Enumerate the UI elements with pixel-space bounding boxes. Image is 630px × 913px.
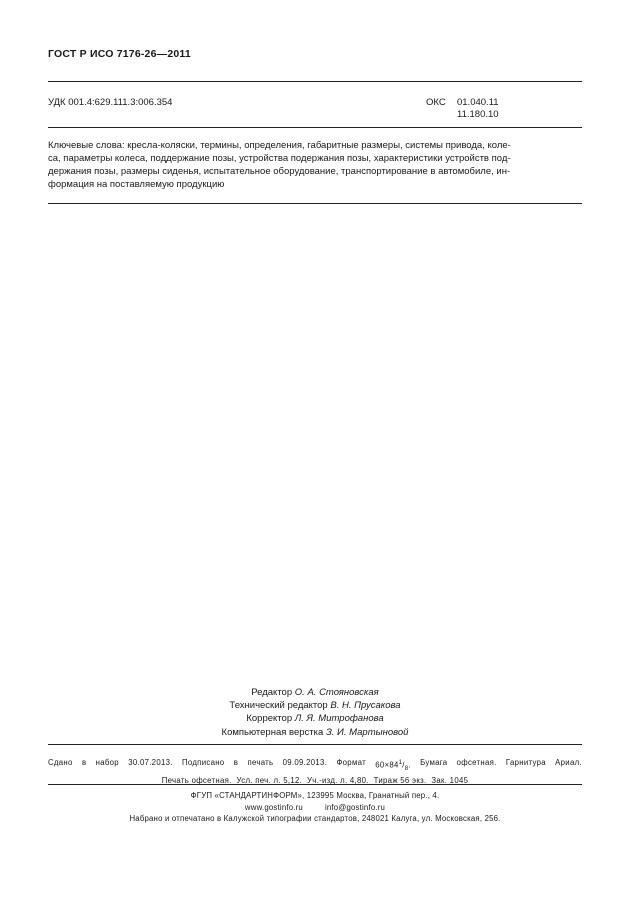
publisher-contacts bbox=[48, 802, 582, 814]
publisher-email[interactable]: info@gostinfo.ru bbox=[324, 802, 386, 812]
keywords-line: держания позы, размеры сиденья, испытательное оборудование, транспортирование в автомобиле, ин- bbox=[48, 166, 511, 177]
publisher-address: ФГУП «СТАНДАРТИНФОРМ», 123995 Москва, Гранатный пер., 4. bbox=[190, 791, 440, 800]
imprint-line: Сдано в набор 30.07.2013. Подписано в печать 09.09.2013. Формат $60\times 84^1/_8$. Бумага офсетная. Гарнитура Ариал. bbox=[48, 757, 582, 775]
keywords-line: са, параметры колеса, поддержание позы, устройства подержания позы, характеристики устройств под- bbox=[48, 153, 511, 164]
oks-code: 11.180.10 bbox=[457, 109, 499, 120]
publisher-divider bbox=[48, 784, 582, 785]
keywords-line: формация на поставляемую продукцию bbox=[48, 179, 225, 190]
credit-name: Л. Я. Митрофанова bbox=[294, 713, 384, 725]
credit-role: Компьютерная верстка bbox=[221, 726, 324, 738]
standard-code: ГОСТ Р ИСО 7176-26—2011 bbox=[48, 48, 191, 60]
publisher-website[interactable]: www.gostinfo.ru bbox=[244, 802, 303, 812]
credit-role: Технический редактор bbox=[229, 700, 328, 712]
keywords-divider bbox=[48, 203, 582, 204]
credit-role: Корректор bbox=[246, 713, 293, 725]
credit-role: Редактор bbox=[251, 687, 293, 698]
editorial-credits bbox=[150, 686, 480, 739]
printing-house: Набрано и отпечатано в Калужской типографии стандартов, 248021 Калуга, ул. Московская, 256. bbox=[129, 814, 501, 823]
oks-code: 01.040.11 bbox=[457, 97, 499, 108]
udk-code: УДК 001.4:629.111.3:006.354 bbox=[48, 97, 173, 108]
top-divider bbox=[48, 81, 582, 82]
credit-line bbox=[150, 726, 480, 739]
publisher-info bbox=[48, 790, 582, 825]
credit-line bbox=[150, 712, 480, 725]
print-imprint bbox=[48, 757, 582, 787]
credit-name: В. Н. Прусакова bbox=[330, 700, 401, 712]
imprint-divider bbox=[48, 744, 582, 745]
oks-label: ОКС bbox=[426, 97, 446, 108]
section-divider bbox=[48, 127, 582, 128]
credit-name: З. И. Мартыновой bbox=[325, 726, 409, 738]
credit-line bbox=[150, 686, 480, 699]
credit-line bbox=[150, 699, 480, 712]
credit-name: О. А. Стояновская bbox=[294, 687, 379, 698]
paper-format: $60\times 84^1/_8$. bbox=[375, 760, 411, 773]
keywords-paragraph bbox=[48, 139, 582, 191]
imprint-line: Печать офсетная. Усл. печ. л. 5,12. Уч.-изд. л. 4,80. Тираж 56 экз. Зак. 1045 bbox=[161, 776, 469, 786]
keywords-line: Ключевые слова: кресла-коляски, термины, определения, габаритные размеры, системы привода, коле- bbox=[48, 140, 511, 151]
oks-codes bbox=[457, 97, 499, 121]
